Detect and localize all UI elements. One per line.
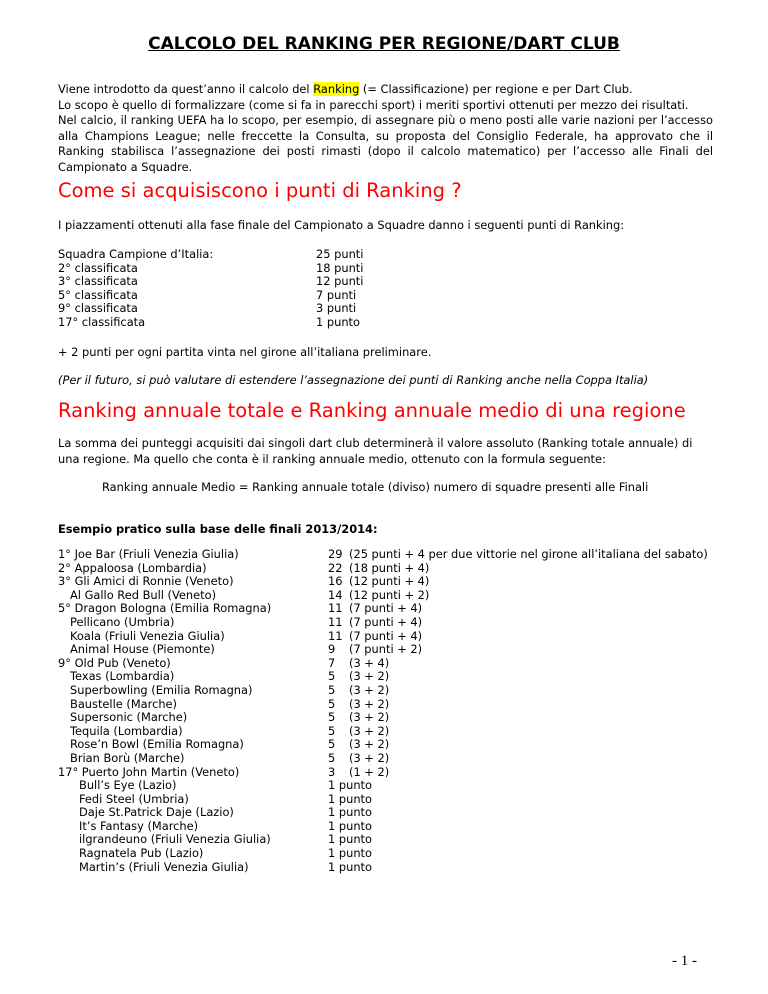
- example-score: 11: [328, 614, 343, 629]
- example-score: 11: [328, 601, 343, 616]
- example-detail: (7 punti + 4): [349, 628, 423, 643]
- example-score: 1 punto: [328, 832, 372, 847]
- example-detail: (1 + 2): [349, 764, 390, 779]
- example-team: Bull’s Eye (Lazio): [79, 778, 177, 793]
- example-team: 2° Appaloosa (Lombardia): [58, 560, 207, 575]
- example-score: 5: [328, 682, 336, 697]
- example-team: Al Gallo Red Bull (Veneto): [70, 587, 217, 602]
- example-detail: [349, 833, 708, 847]
- section-heading-ranking: Ranking annuale totale e Ranking annuale medio di una regione: [58, 399, 686, 422]
- example-detail: (3 + 2): [349, 696, 390, 711]
- example-team: ilgrandeuno (Friuli Venezia Giulia): [79, 832, 271, 847]
- section-heading-acquisition: Come si acquisiscono i punti di Ranking ?: [58, 179, 462, 202]
- example-team: Brian Borù (Marche): [70, 750, 185, 765]
- intro-line-1-end: (= Classificazione) per regione e per Dart Club.: [359, 82, 633, 96]
- intro-line-1-start: Viene introdotto da quest’anno il calcolo del: [58, 82, 314, 96]
- example-detail: (25 punti + 4 per due vittorie nel girone all’italiana del sabato): [349, 547, 708, 561]
- placement-label: 2° classificata: [58, 260, 138, 275]
- example-score: 5: [328, 750, 336, 765]
- example-score: 14: [328, 587, 343, 602]
- example-detail: (3 + 2): [349, 669, 390, 684]
- example-detail: [349, 861, 708, 875]
- ranking-formula: Ranking annuale Medio = Ranking annuale totale (diviso) numero di squadre presenti alle Finali: [102, 480, 649, 494]
- example-score: 1 punto: [328, 859, 372, 874]
- example-detail: (3 + 2): [349, 723, 390, 738]
- example-team: Texas (Lombardia): [70, 669, 175, 684]
- placement-label: 5° classificata: [58, 287, 138, 302]
- highlighted-term: Ranking: [313, 82, 360, 96]
- bonus-text: + 2 punti per ogni partita vinta nel girone all’italiana preliminare.: [58, 345, 432, 359]
- example-detail: (3 + 2): [349, 682, 390, 697]
- page-number: - 1 -: [672, 953, 697, 969]
- placements-labels: [58, 248, 213, 330]
- example-title: Esempio pratico sulla base delle finali 2013/2014:: [58, 522, 378, 536]
- example-score: 1 punto: [328, 778, 372, 793]
- example-score: 22: [328, 560, 343, 575]
- placement-label: 9° classificata: [58, 301, 138, 316]
- intro-line-1: [58, 82, 713, 98]
- page-title: CALCOLO DEL RANKING PER REGIONE/DART CLUB: [148, 34, 620, 54]
- example-team: Koala (Friuli Venezia Giulia): [70, 628, 225, 643]
- section-text-acquisition: I piazzamenti ottenuti alla fase finale del Campionato a Squadre danno i seguenti punti di Ranking:: [58, 218, 625, 232]
- example-score: 5: [328, 696, 336, 711]
- placement-points: 12 punti: [316, 274, 364, 289]
- example-detail: [349, 847, 708, 861]
- intro-line-2: Lo scopo è quello di formalizzare (come si fa in parecchi sport) i meriti sportivi ottenuti per mezzo dei risultati.: [58, 97, 689, 112]
- example-detail: [349, 793, 708, 807]
- placement-points: 7 punti: [316, 287, 357, 302]
- example-team: Pellicano (Umbria): [70, 614, 175, 629]
- example-score: 9: [328, 642, 336, 657]
- example-detail: (3 + 4): [349, 655, 390, 670]
- example-team: Ragnatela Pub (Lazio): [79, 846, 204, 861]
- example-detail: (3 + 2): [349, 710, 390, 725]
- example-detail: [349, 779, 708, 793]
- placements-points: [316, 248, 363, 330]
- example-score: 1 punto: [328, 791, 372, 806]
- example-score: 3: [328, 764, 336, 779]
- example-score: 16: [328, 574, 343, 589]
- example-score: 29: [328, 547, 343, 561]
- example-detail: (12 punti + 4): [349, 574, 430, 589]
- example-detail: (7 punti + 4): [349, 614, 423, 629]
- example-team: It’s Fantasy (Marche): [79, 818, 199, 833]
- example-score: 5: [328, 723, 336, 738]
- example-team: Rose’n Bowl (Emilia Romagna): [70, 737, 244, 752]
- example-detail: (7 punti + 4): [349, 601, 423, 616]
- example-team: Supersonic (Marche): [70, 710, 188, 725]
- placement-points: 25 punti: [316, 247, 364, 261]
- example-team: Daje St.Patrick Daje (Lazio): [79, 805, 234, 820]
- placement-label: 3° classificata: [58, 274, 138, 289]
- example-score: 5: [328, 669, 336, 684]
- placement-points: 3 punti: [316, 301, 357, 316]
- example-score: 5: [328, 737, 336, 752]
- section-text-ranking: La somma dei punteggi acquisiti dai singoli dart club determinerà il valore assoluto (Ranking totale annuale) di una regione. Ma quello che conta è il ranking annuale medio, ottenuto con la formula seguente:: [58, 436, 693, 466]
- placement-points: 18 punti: [316, 260, 364, 275]
- placement-label: 17° classificata: [58, 314, 146, 329]
- example-detail: (3 + 2): [349, 737, 390, 752]
- example-detail: [349, 820, 708, 834]
- intro-paragraph: [58, 82, 713, 175]
- example-teams-column: [58, 548, 271, 874]
- example-team: 5° Dragon Bologna (Emilia Romagna): [58, 601, 272, 616]
- example-detail: (18 punti + 4): [349, 560, 430, 575]
- example-team: Baustelle (Marche): [70, 696, 177, 711]
- example-team: 17° Puerto John Martin (Veneto): [58, 764, 240, 779]
- placement-points: 1 punto: [316, 314, 360, 329]
- example-team: Martin’s (Friuli Venezia Giulia): [79, 859, 249, 874]
- example-score: 5: [328, 710, 336, 725]
- example-team: Animal House (Piemonte): [70, 642, 215, 657]
- example-score: 1 punto: [328, 805, 372, 820]
- example-team: 1° Joe Bar (Friuli Venezia Giulia): [58, 547, 239, 561]
- example-team: Fedi Steel (Umbria): [79, 791, 189, 806]
- example-detail: (3 + 2): [349, 750, 390, 765]
- example-detail: (12 punti + 2): [349, 587, 430, 602]
- example-team: 3° Gli Amici di Ronnie (Veneto): [58, 574, 234, 589]
- example-score: 1 punto: [328, 818, 372, 833]
- example-score: 1 punto: [328, 846, 372, 861]
- example-detail: (7 punti + 2): [349, 642, 423, 657]
- example-details-column: [349, 548, 708, 874]
- placement-label: Squadra Campione d’Italia:: [58, 247, 214, 261]
- example-score: 11: [328, 628, 343, 643]
- example-score: 7: [328, 655, 336, 670]
- intro-line-3: Nel calcio, il ranking UEFA ha lo scopo, per esempio, di assegnare più o meno posti alle varie nazioni per l’accesso alla Champions League; nelle freccette la Consulta, su proposta del Consiglio Federale, ha approvato che il Ranking stabilisca l’assegnazione dei posti rimasti (dopo il calcolo matematico) per l’accesso alle Finali del Campionato a Squadre.: [58, 113, 713, 174]
- example-detail: [349, 806, 708, 820]
- future-note: (Per il futuro, si può valutare di estendere l’assegnazione dei punti di Ranking anche nella Coppa Italia): [58, 373, 649, 387]
- example-team: Tequila (Lombardia): [70, 723, 183, 738]
- example-team: Superbowling (Emilia Romagna): [70, 682, 253, 697]
- example-team: 9° Old Pub (Veneto): [58, 655, 171, 670]
